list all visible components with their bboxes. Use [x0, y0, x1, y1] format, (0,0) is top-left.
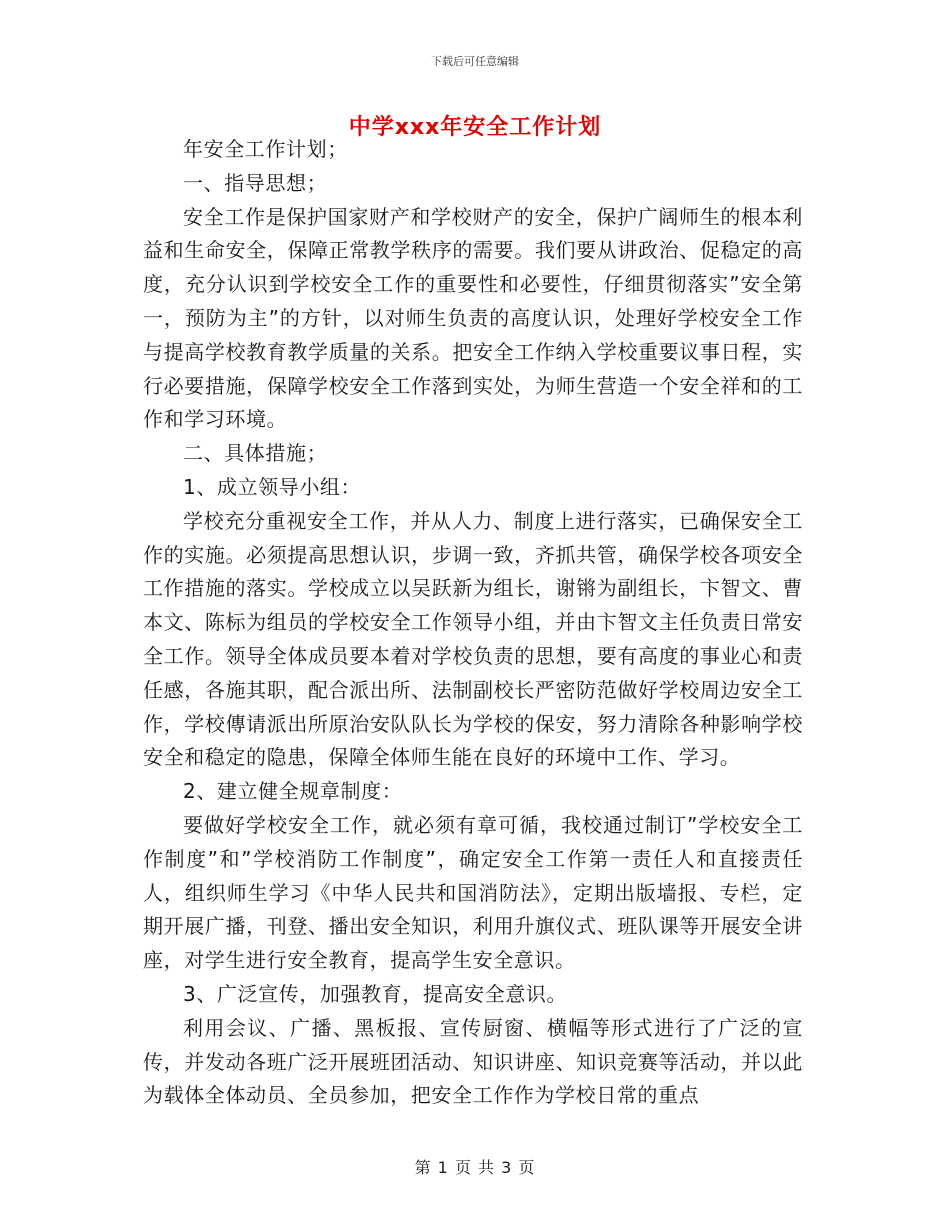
paragraph-leadership-group: 学校充分重视安全工作，并从人力、制度上进行落实，已确保安全工作的实施。必须提高思想认识，步调一致，齐抓共管，确保学校各项安全工作措施的落实。学校成立以吴跃新为组长，谢锵为副组长，卞智文、曹本文、陈标为组员的学校安全工作领导小组，并由卞智文主任负责日常安全工作。领导全体成员要本着对学校负责的思想，要有高度的事业心和责任感，各施其职，配合派出所、法制副校长严密防范做好学校周边安全工作，学校傳请派出所原治安队队长为学校的保安，努力清除各种影响学校安全和稳定的隐患，保障全体师生能在良好的环境中工作、学习。 [143, 508, 803, 770]
section-heading-measures: 二、具体措施； [183, 441, 328, 466]
subheading-publicity: 3、广泛宣传，加强教育，提高安全意识。 [183, 981, 568, 1006]
paragraph-guiding-thought: 安全工作是保护国家财产和学校财产的安全，保护广阔师生的根本利益和生命安全，保障正常教学秩序的需要。我们要从讲政治、促稳定的高度，充分认识到学校安全工作的重要性和必要性，仔细贯彻落实”安全第一，预防为主”的方针，以对师生负责的高度认识，处理好学校安全工作与提高学校教育教学质量的关系。把安全工作纳入学校重要议事日程，实行必要措施，保障学校安全工作落到实处，为师生营造一个安全祥和的工作和学习环境。 [143, 204, 803, 432]
subheading-rules: 2、建立健全规章制度： [183, 779, 403, 804]
document-body [143, 133, 803, 1113]
paragraph-plan-intro: 年安全工作计划； [183, 137, 348, 161]
section-heading-guiding-thought: 一、指导思想； [183, 170, 328, 195]
subheading-leadership-group: 1、成立领导小组： [183, 474, 362, 499]
paragraph-rules: 要做好学校安全工作，就必须有章可循，我校通过制订”学校安全工作制度”和”学校消防工作制度”，确定安全工作第一责任人和直接责任人，组织师生学习《中华人民共和国消防法》，定期出版墙报、专栏，定期开展广播，刊登、播出安全知识，利用升旗仪式、班队课等开展安全讲座，对学生进行安全教育，提高学生安全意识。 [143, 812, 803, 973]
page-header: 下载后可任意编辑 [431, 55, 519, 68]
paragraph-publicity: 利用会议、广播、黑板报、宣传厨窗、横幅等形式进行了广泛的宣传，并发动各班广泛开展班团活动、知识讲座、知识竞赛等活动，并以此为载体全体动员、全员参加，把安全工作作为学校日常的重点 [143, 1015, 803, 1108]
document-title: 中学xxx年安全工作计划 [348, 115, 602, 140]
page-footer: 第 1 页 共 3 页 [414, 1158, 536, 1177]
